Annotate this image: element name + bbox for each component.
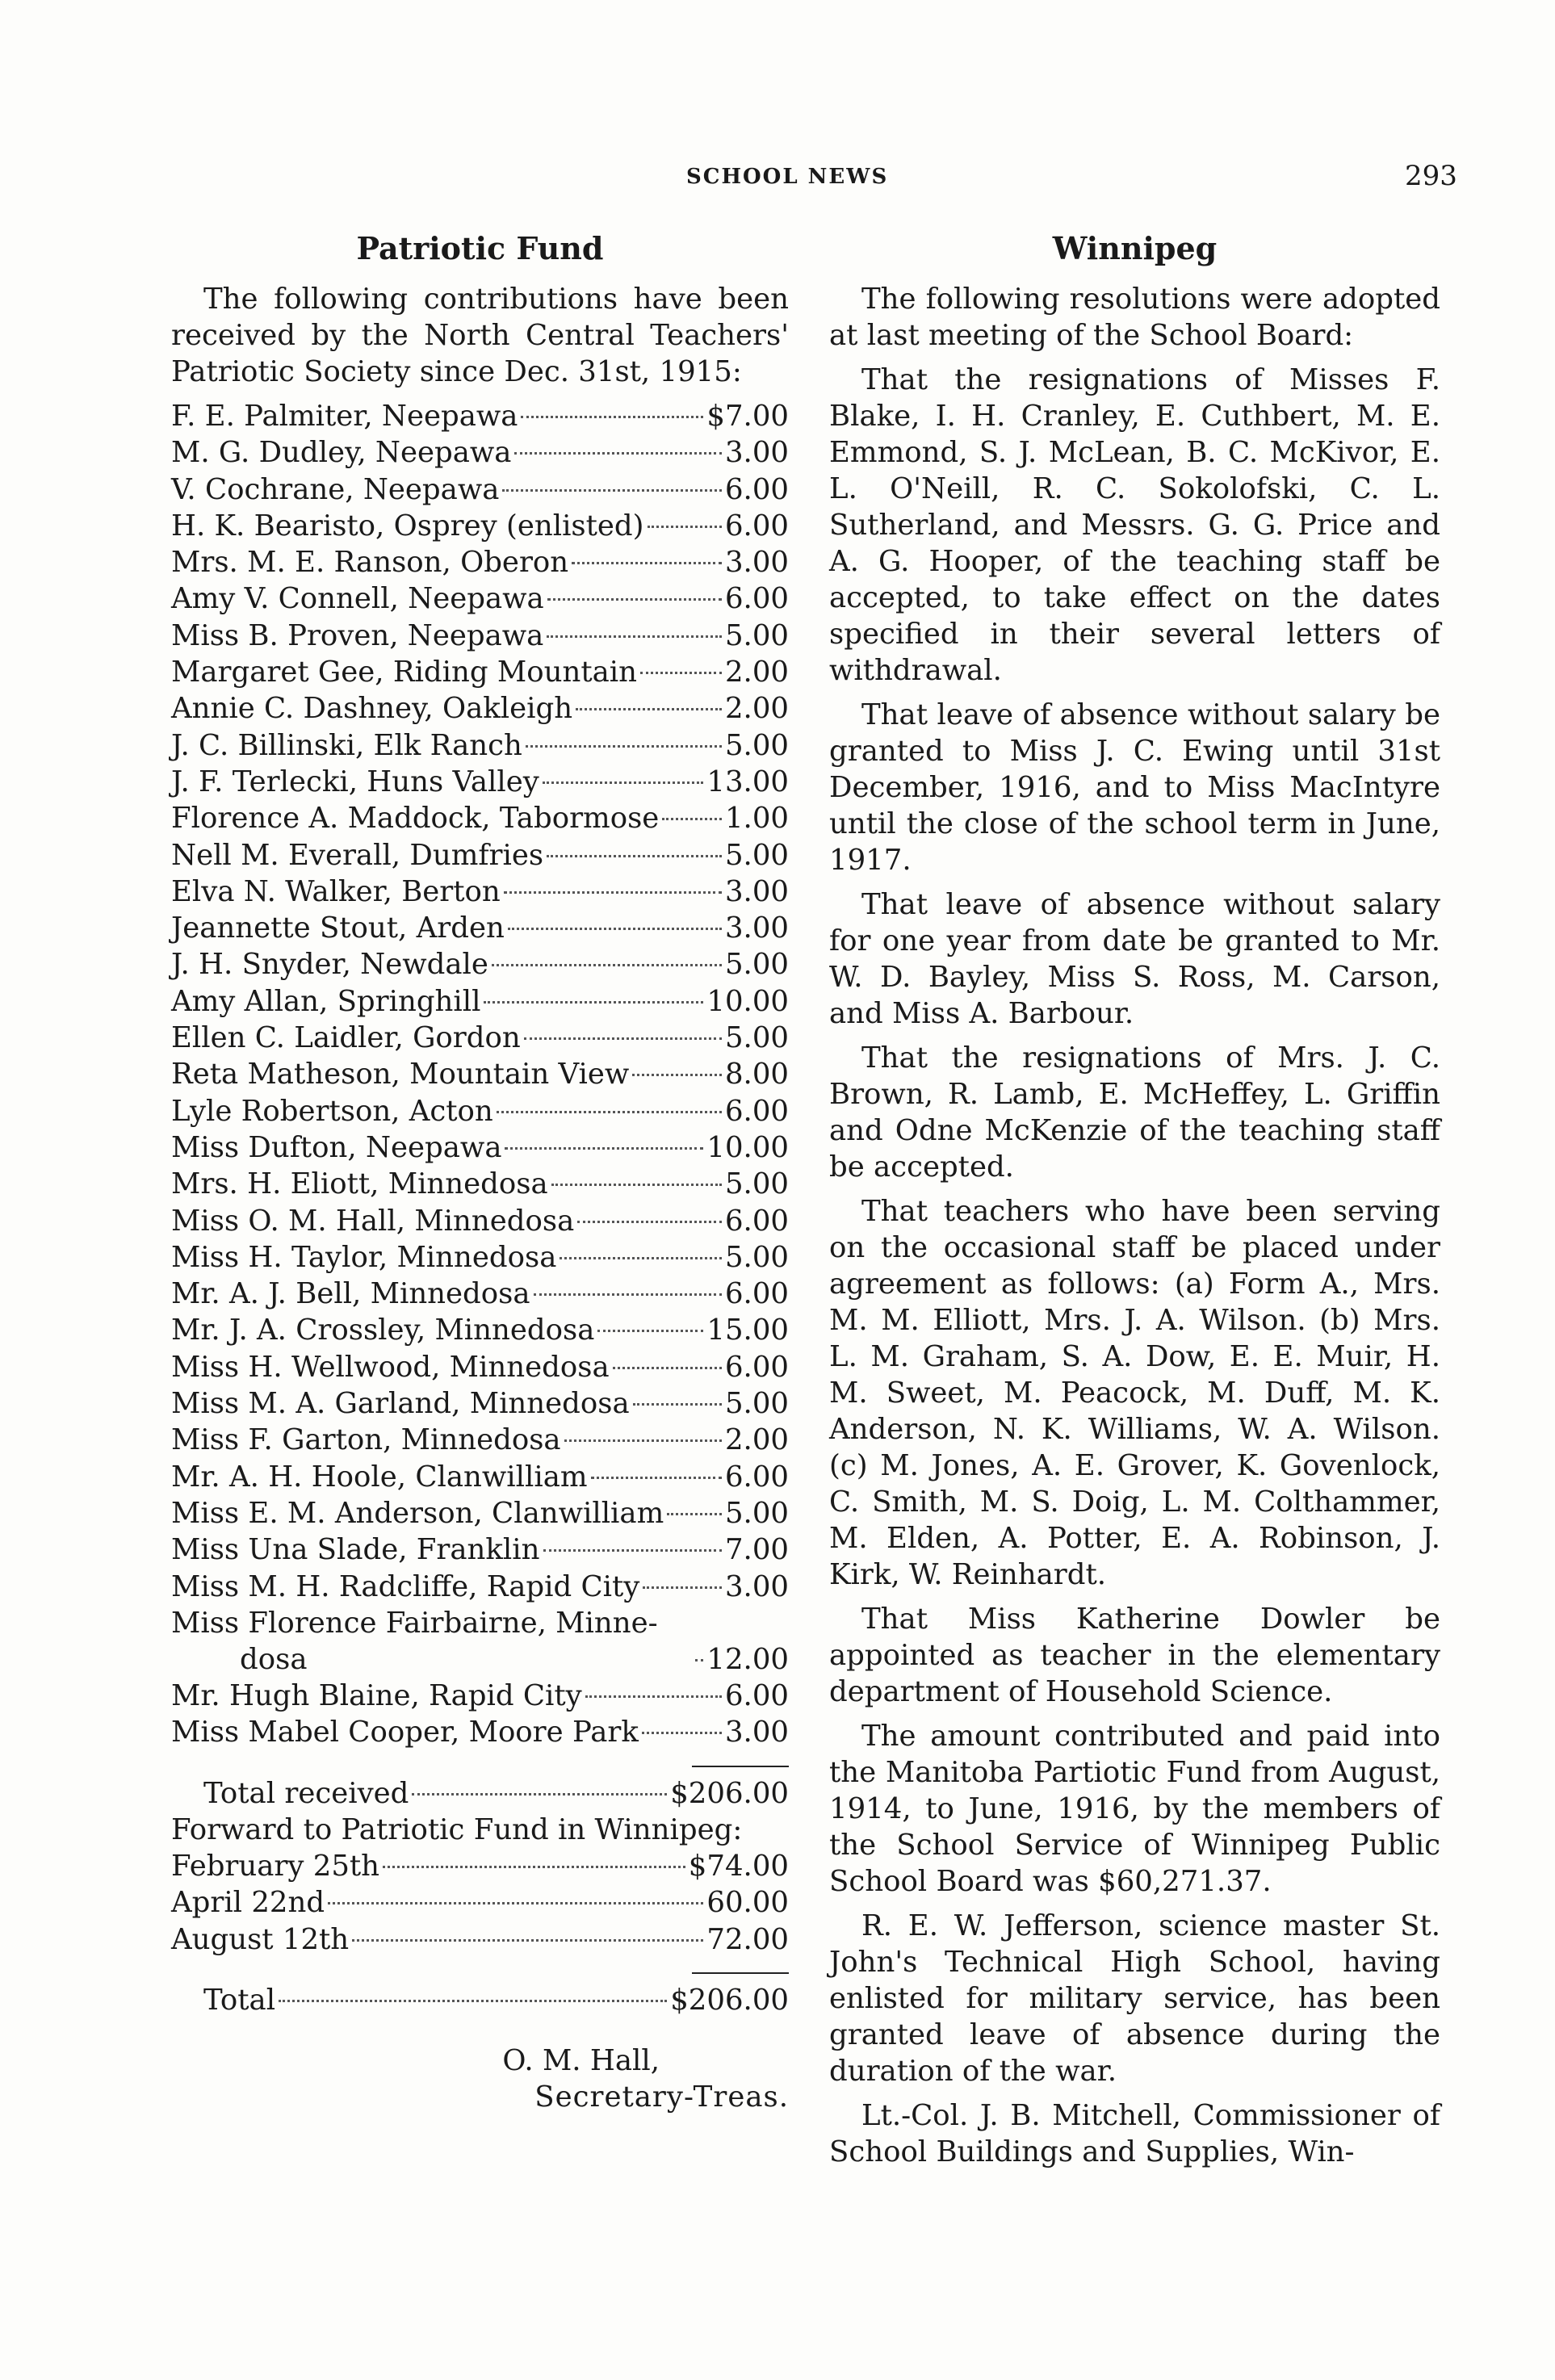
contribution-amount: 1.00 bbox=[724, 802, 789, 836]
contribution-row bbox=[171, 1203, 789, 1239]
contributor-name: H. K. Bearisto, Osprey (enlisted) bbox=[171, 509, 644, 543]
contribution-amount: 72.00 bbox=[706, 1922, 789, 1956]
contribution-row bbox=[171, 508, 789, 544]
contributor-name: Miss Dufton, Neepawa bbox=[171, 1130, 502, 1164]
resolution-paragraph: Lt.-Col. J. B. Mitchell, Commissioner of School Buildings and Supplies, Win- bbox=[829, 2099, 1440, 2168]
contributor-name: Elva N. Walker, Berton bbox=[171, 874, 501, 908]
contribution-amount: 6.00 bbox=[724, 1679, 789, 1713]
page-number: 293 bbox=[1405, 160, 1457, 192]
leader-dots bbox=[662, 818, 722, 820]
left-column bbox=[171, 230, 789, 2115]
contributor-name: Jeannette Stout, Arden bbox=[171, 911, 505, 945]
contributor-name: Mrs. H. Eliott, Minnedosa bbox=[171, 1167, 548, 1201]
contribution-row bbox=[171, 1531, 789, 1568]
resolution-paragraph: That leave of absence without salary for one year from date be granted to Mr. W. D. Bayley, Miss S. Ross, M. Carson, and Miss A. Barbour. bbox=[829, 888, 1440, 1030]
contributor-name: F. E. Palmiter, Neepawa bbox=[171, 400, 518, 433]
contribution-row bbox=[171, 690, 789, 727]
contributor-name: August 12th bbox=[171, 1922, 350, 1956]
leader-dots bbox=[572, 562, 722, 564]
contributor-name-line1: Miss Florence Fairbairne, Minne- bbox=[171, 1606, 658, 1640]
contribution-row bbox=[171, 1569, 789, 1605]
contribution-amount: 60.00 bbox=[706, 1886, 789, 1920]
contribution-amount: 6.00 bbox=[724, 1460, 789, 1494]
contribution-amount: 3.00 bbox=[724, 1569, 789, 1603]
contribution-amount: 3.00 bbox=[724, 911, 789, 945]
contributor-name: April 22nd bbox=[171, 1886, 325, 1920]
forward-row bbox=[171, 1921, 789, 1958]
leader-dots bbox=[543, 781, 704, 784]
leader-dots bbox=[484, 1001, 703, 1004]
contributor-name: Miss Una Slade, Franklin bbox=[171, 1533, 540, 1567]
contribution-row-wrapped bbox=[171, 1605, 789, 1678]
leader-dots bbox=[383, 1866, 685, 1868]
contribution-amount: 5.00 bbox=[724, 1387, 789, 1421]
contribution-amount: 15.00 bbox=[706, 1314, 789, 1347]
contribution-amount: 5.00 bbox=[724, 1167, 789, 1201]
patriotic-fund-title: Patriotic Fund bbox=[356, 230, 604, 266]
total-row bbox=[171, 1982, 789, 2018]
contribution-row bbox=[171, 727, 789, 764]
leader-dots bbox=[521, 416, 703, 418]
contribution-row bbox=[171, 837, 789, 874]
total-label: Total bbox=[203, 1983, 276, 2017]
contributor-name: Margaret Gee, Riding Mountain bbox=[171, 656, 637, 689]
forward-list bbox=[171, 1848, 789, 1958]
leader-dots bbox=[412, 1793, 667, 1795]
leader-dots bbox=[591, 1477, 722, 1479]
leader-dots bbox=[633, 1403, 722, 1406]
contribution-amount: 3.00 bbox=[724, 874, 789, 908]
sum-rule bbox=[692, 1766, 789, 1767]
contribution-amount: 6.00 bbox=[724, 1094, 789, 1128]
leader-dots bbox=[328, 1902, 703, 1904]
contribution-row bbox=[171, 1093, 789, 1129]
contribution-amount: 6.00 bbox=[724, 1350, 789, 1384]
contribution-amount: 5.00 bbox=[724, 948, 789, 982]
resolution-paragraph: That the resignations of Mrs. J. C. Brown, R. Lamb, E. McHeffey, L. Griffin and Odne McKenzie of the teaching staff be accepted. bbox=[829, 1041, 1440, 1184]
contribution-row bbox=[171, 654, 789, 690]
contributions-list bbox=[171, 398, 789, 1605]
leader-dots bbox=[667, 1513, 722, 1515]
contributor-name: Mr. J. A. Crossley, Minnedosa bbox=[171, 1314, 595, 1347]
leader-dots bbox=[643, 1586, 722, 1589]
contributor-name: Miss M. H. Radcliffe, Rapid City bbox=[171, 1569, 640, 1603]
sum-rule-2 bbox=[692, 1972, 789, 1974]
leader-dots bbox=[547, 635, 722, 638]
contribution-amount: 5.00 bbox=[724, 1496, 789, 1530]
forward-row bbox=[171, 1848, 789, 1884]
leader-dots bbox=[642, 1732, 722, 1734]
forward-text: Forward to Patriotic Fund in Winnipeg: bbox=[171, 1812, 743, 1846]
contributor-name: Amy Allan, Springhill bbox=[171, 984, 481, 1018]
leader-dots bbox=[551, 1184, 722, 1186]
running-head: SCHOOL NEWS bbox=[686, 165, 889, 189]
contribution-row bbox=[171, 1056, 789, 1092]
contribution-row bbox=[171, 1678, 789, 1714]
contribution-amount: $7.00 bbox=[706, 400, 789, 433]
contribution-row bbox=[171, 471, 789, 508]
total-received-amount: $206.00 bbox=[670, 1776, 789, 1810]
resolution-paragraph: The amount contributed and paid into the Manitoba Partiotic Fund from August, 1914, to June, 1916, by the members of the School Service of Winnipeg Public School Board was $60,271.37. bbox=[829, 1720, 1440, 1898]
forward-row bbox=[171, 1884, 789, 1921]
winnipeg-paragraphs bbox=[829, 281, 1440, 2170]
leader-dots bbox=[497, 1111, 722, 1113]
page-header bbox=[0, 160, 1555, 200]
leader-dots bbox=[613, 1367, 722, 1369]
contributor-name: Florence A. Maddock, Tabormose bbox=[171, 802, 660, 836]
leader-dots bbox=[547, 598, 722, 601]
contributor-name: Mr. A. J. Bell, Minnedosa bbox=[171, 1277, 530, 1311]
leader-dots bbox=[526, 745, 722, 748]
contribution-row bbox=[171, 874, 789, 910]
contributor-name: V. Cochrane, Neepawa bbox=[171, 472, 500, 506]
total-received-row bbox=[171, 1775, 789, 1812]
contributor-name: February 25th bbox=[171, 1849, 380, 1883]
contribution-row bbox=[171, 1020, 789, 1056]
contribution-amount: 10.00 bbox=[706, 984, 789, 1018]
contribution-amount: 6.00 bbox=[724, 509, 789, 543]
leader-dots bbox=[576, 708, 722, 710]
leader-dots bbox=[695, 1659, 703, 1661]
leader-dots bbox=[505, 1147, 703, 1150]
signature-block bbox=[171, 2043, 789, 2115]
contribution-row bbox=[171, 1422, 789, 1458]
resolution-paragraph: R. E. W. Jefferson, science master St. John's Technical High School, having enlisted for military service, has been granted leave of absence during the duration of the war. bbox=[829, 1909, 1440, 2088]
contribution-row bbox=[171, 1166, 789, 1202]
contributor-name: Miss E. M. Anderson, Clanwilliam bbox=[171, 1496, 664, 1530]
contribution-row bbox=[171, 910, 789, 946]
leader-dots bbox=[279, 2000, 667, 2002]
contributor-name: Mr. A. H. Hoole, Clanwilliam bbox=[171, 1460, 588, 1494]
contribution-amount: 5.00 bbox=[724, 1240, 789, 1274]
contribution-amount: $74.00 bbox=[688, 1849, 789, 1883]
contributor-name: Miss H. Wellwood, Minnedosa bbox=[171, 1350, 610, 1384]
contribution-amount: 5.00 bbox=[724, 728, 789, 762]
contribution-amount: 3.00 bbox=[724, 1716, 789, 1749]
contributor-name: Mr. Hugh Blaine, Rapid City bbox=[171, 1679, 582, 1713]
resolution-paragraph: That leave of absence without salary be granted to Miss J. C. Ewing until 31st December, 1916, and to Miss MacIntyre until the close of the school term in June, 1917. bbox=[829, 698, 1440, 877]
contributor-name: J. C. Billinski, Elk Ranch bbox=[171, 728, 522, 762]
contribution-row bbox=[171, 1312, 789, 1348]
contribution-row bbox=[171, 618, 789, 654]
contributor-name: Miss Mabel Cooper, Moore Park bbox=[171, 1716, 639, 1749]
contribution-row bbox=[171, 398, 789, 434]
contribution-row bbox=[171, 1276, 789, 1312]
contribution-row bbox=[171, 1385, 789, 1422]
contribution-amount: 5.00 bbox=[724, 618, 789, 652]
contribution-amount: 7.00 bbox=[724, 1533, 789, 1567]
resolution-paragraph: That Miss Katherine Dowler be appointed as teacher in the elementary department of Household Science. bbox=[829, 1603, 1440, 1708]
contribution-amount: 5.00 bbox=[724, 1021, 789, 1055]
contribution-row bbox=[171, 544, 789, 580]
contribution-amount: 13.00 bbox=[706, 765, 789, 798]
leader-dots bbox=[514, 452, 722, 455]
contributor-name-line2: dosa bbox=[240, 1642, 308, 1676]
signature-name: O. M. Hall, bbox=[502, 2044, 660, 2078]
contribution-amount: 6.00 bbox=[724, 472, 789, 506]
contribution-row bbox=[171, 764, 789, 800]
contribution-amount: 2.00 bbox=[724, 692, 789, 726]
leader-dots bbox=[564, 1439, 722, 1442]
leader-dots bbox=[504, 891, 722, 894]
leader-dots bbox=[508, 928, 722, 930]
contributor-name: Miss H. Taylor, Minnedosa bbox=[171, 1240, 557, 1274]
contribution-amount: 5.00 bbox=[724, 838, 789, 872]
leader-dots bbox=[648, 526, 722, 528]
contribution-amount: 6.00 bbox=[724, 582, 789, 616]
right-column bbox=[829, 230, 1440, 2178]
contributor-name: Miss B. Proven, Neepawa bbox=[171, 618, 544, 652]
contribution-row bbox=[171, 1129, 789, 1166]
contribution-amount: 12.00 bbox=[706, 1642, 789, 1676]
leader-dots bbox=[560, 1257, 722, 1259]
contribution-row bbox=[171, 1349, 789, 1385]
contributor-name: Ellen C. Laidler, Gordon bbox=[171, 1021, 521, 1055]
contributor-name: Miss F. Garton, Minnedosa bbox=[171, 1423, 561, 1457]
contribution-amount: 2.00 bbox=[724, 656, 789, 689]
contributor-name: Reta Matheson, Mountain View bbox=[171, 1058, 630, 1092]
leader-dots bbox=[492, 964, 722, 966]
contribution-amount: 3.00 bbox=[724, 546, 789, 580]
leader-dots bbox=[543, 1549, 722, 1552]
contribution-amount: 3.00 bbox=[724, 436, 789, 470]
leader-dots bbox=[524, 1037, 722, 1040]
contributor-name: J. H. Snyder, Newdale bbox=[171, 948, 488, 982]
contribution-row bbox=[171, 1495, 789, 1531]
contributor-name: Miss O. M. Hall, Minnedosa bbox=[171, 1204, 575, 1238]
contribution-amount: 8.00 bbox=[724, 1058, 789, 1092]
leader-dots bbox=[547, 855, 722, 857]
contribution-row bbox=[171, 1459, 789, 1495]
contribution-amount: 2.00 bbox=[724, 1423, 789, 1457]
resolution-paragraph: That teachers who have been serving on the occasional staff be placed under agreement as follows: (a) Form A., Mrs. M. M. Elliott, Mrs. J. A. Wilson. (b) Mrs. L. M. Graham, S. A. Dow, E. E. Muir, H. M. Sweet, M. Peacock, M. Duff, M. K. Anderson, N. K. Williams, W. A. Wilson. (c) M. Jones, A. E. Grover, K. Govenlock, C. Smith, M. S. Doig, L. M. Colthammer, M. Elden, A. Potter, E. A. Robinson, J. Kirk, W. Reinhardt. bbox=[829, 1195, 1440, 1591]
contributor-name: Nell M. Everall, Dumfries bbox=[171, 838, 544, 872]
winnipeg-title: Winnipeg bbox=[1052, 230, 1218, 266]
leader-dots bbox=[502, 489, 722, 492]
contribution-row bbox=[171, 434, 789, 471]
leader-dots bbox=[352, 1939, 703, 1942]
contribution-row bbox=[171, 580, 789, 617]
contributor-name: Annie C. Dashney, Oakleigh bbox=[171, 692, 573, 726]
contributor-name: Mrs. M. E. Ranson, Oberon bbox=[171, 546, 569, 580]
contribution-amount: 6.00 bbox=[724, 1277, 789, 1311]
leader-dots bbox=[632, 1074, 722, 1076]
contribution-amount: 6.00 bbox=[724, 1204, 789, 1238]
contribution-row bbox=[171, 800, 789, 836]
contributor-name: J. F. Terlecki, Huns Valley bbox=[171, 765, 539, 798]
patriotic-fund-intro: The following contributions have been received by the North Central Teachers' Patriotic Society since Dec. 31st, 1915: bbox=[171, 283, 789, 388]
contribution-row bbox=[171, 1714, 789, 1750]
leader-dots bbox=[640, 672, 722, 674]
leader-dots bbox=[585, 1695, 722, 1698]
total-received-label: Total received bbox=[203, 1776, 409, 1810]
contribution-row bbox=[171, 946, 789, 983]
contributor-name: Miss M. A. Garland, Minnedosa bbox=[171, 1387, 630, 1421]
contribution-row bbox=[171, 1239, 789, 1276]
contributor-name: M. G. Dudley, Neepawa bbox=[171, 436, 512, 470]
resolution-paragraph: The following resolutions were adopted at last meeting of the School Board: bbox=[829, 283, 1440, 352]
contributor-name: Amy V. Connell, Neepawa bbox=[171, 582, 544, 616]
leader-dots bbox=[534, 1293, 722, 1296]
contributor-name: Lyle Robertson, Acton bbox=[171, 1094, 493, 1128]
signature-title: Secretary-Treas. bbox=[534, 2080, 789, 2114]
total-amount: $206.00 bbox=[670, 1983, 789, 2017]
contribution-amount: 10.00 bbox=[706, 1130, 789, 1164]
contribution-row bbox=[171, 983, 789, 1020]
leader-dots bbox=[577, 1221, 722, 1223]
resolution-paragraph: That the resignations of Misses F. Blake, I. H. Cranley, E. Cuthbert, M. E. Emmond, S. J. McLean, B. C. McKivor, E. L. O'Neill, R. C. Sokolofski, C. L. Sutherland, and Messrs. G. G. Price and A. G. Hooper, of the teaching staff be accepted, to take effect on the dates specified in their several letters of withdrawal. bbox=[829, 363, 1440, 687]
leader-dots bbox=[597, 1330, 703, 1332]
contributions-list-tail bbox=[171, 1678, 789, 1751]
